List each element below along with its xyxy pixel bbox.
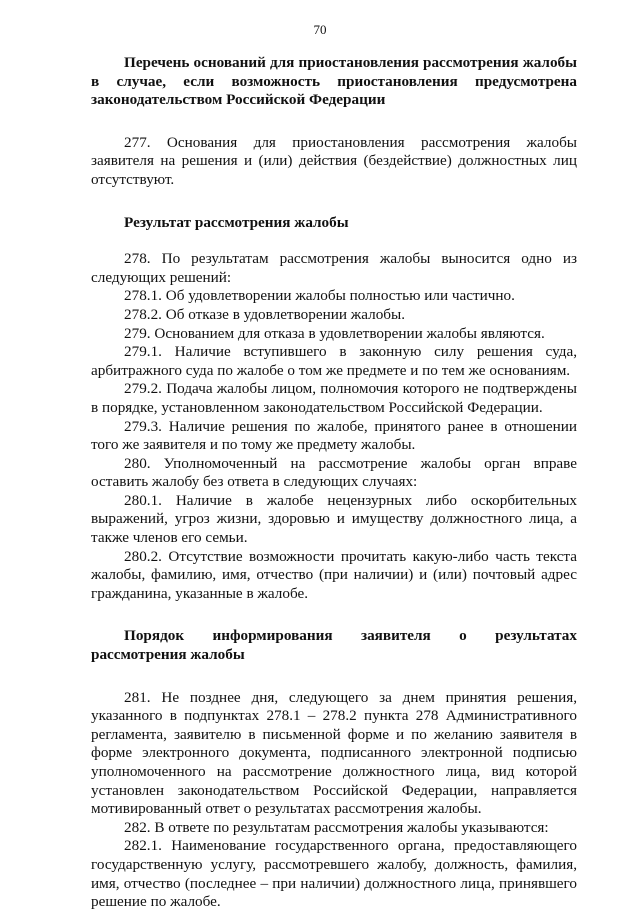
paragraph-280: 280. Уполномоченный на рассмотрение жалобы орган вправе оставить жалобу без ответа в следующих случаях: (91, 454, 577, 491)
paragraph-277: 277. Основания для приостановления рассмотрения жалобы заявителя на решения и (или) действия (бездействие) должностных лиц отсутствуют. (91, 133, 577, 188)
paragraph-279: 279. Основанием для отказа в удовлетворении жалобы являются. (124, 324, 545, 342)
paragraph-278-1: 278.1. Об удовлетворении жалобы полностью или частично. (124, 287, 515, 305)
paragraph-282: 282. В ответе по результатам рассмотрения жалобы указываются: (124, 818, 549, 836)
paragraph-279-2: 279.2. Подача жалобы лицом, полномочия которого не подтверждены в порядке, установленном законодательством Российской Федерации. (91, 380, 577, 416)
document-body (91, 54, 577, 912)
paragraph-278: 278. По результатам рассмотрения жалобы выносится одно из следующих решений: (91, 250, 577, 286)
paragraph-280-2: 280.2. Отсутствие возможности прочитать какую-либо часть текста жалобы, фамилию, имя, отчество (при наличии) и (или) почтовый адрес гражданина, указанные в жалобе. (91, 547, 577, 602)
paragraph-282-1: 282.1. Наименование государственного органа, предоставляющего государственную услугу, рассмотревшего жалобу, должность, фамилия, имя, отчество (последнее – при наличии) должностного лица, принявшего решение по жалобе. (91, 837, 577, 911)
section-heading-informing: Порядок информирования заявителя о результатах рассмотрения жалобы (91, 627, 577, 664)
section-heading-suspension: Перечень оснований для приостановления рассмотрения жалобы в случае, если возможность приостановления предусмотрена законодательством Российской Федерации (91, 54, 577, 109)
page-number: 70 (313, 22, 327, 37)
paragraph-281: 281. Не позднее дня, следующего за днем принятия решения, указанного в подпунктах 278.1 – 278.2 пункта 278 Административного регламента, заявителю в письменной форме и по желанию заявителя в форме электронного документа, подписанного электронной подписью уполномоченного на рассмотрение должностного лица, вид которой установлен законодательством Российской Федерации, направляется мотивированный ответ о результатах рассмотрения жалобы. (91, 688, 577, 818)
paragraph-278-2: 278.2. Об отказе в удовлетворении жалобы. (124, 305, 406, 323)
paragraph-280-1: 280.1. Наличие в жалобе нецензурных либо оскорбительных выражений, угроз жизни, здоровью и имуществу должностного лица, а также членов его семьи. (91, 491, 577, 547)
paragraph-279-3: 279.3. Наличие решения по жалобе, принятого ранее в отношении того же заявителя и по тому же предмету жалобы. (91, 417, 577, 454)
paragraph-279-1: 279.1. Наличие вступившего в законную силу решения суда, арбитражного суда по жалобе о том же предмете и по тем же основаниям. (91, 343, 577, 379)
section-heading-result: Результат рассмотрения жалобы (124, 213, 349, 231)
